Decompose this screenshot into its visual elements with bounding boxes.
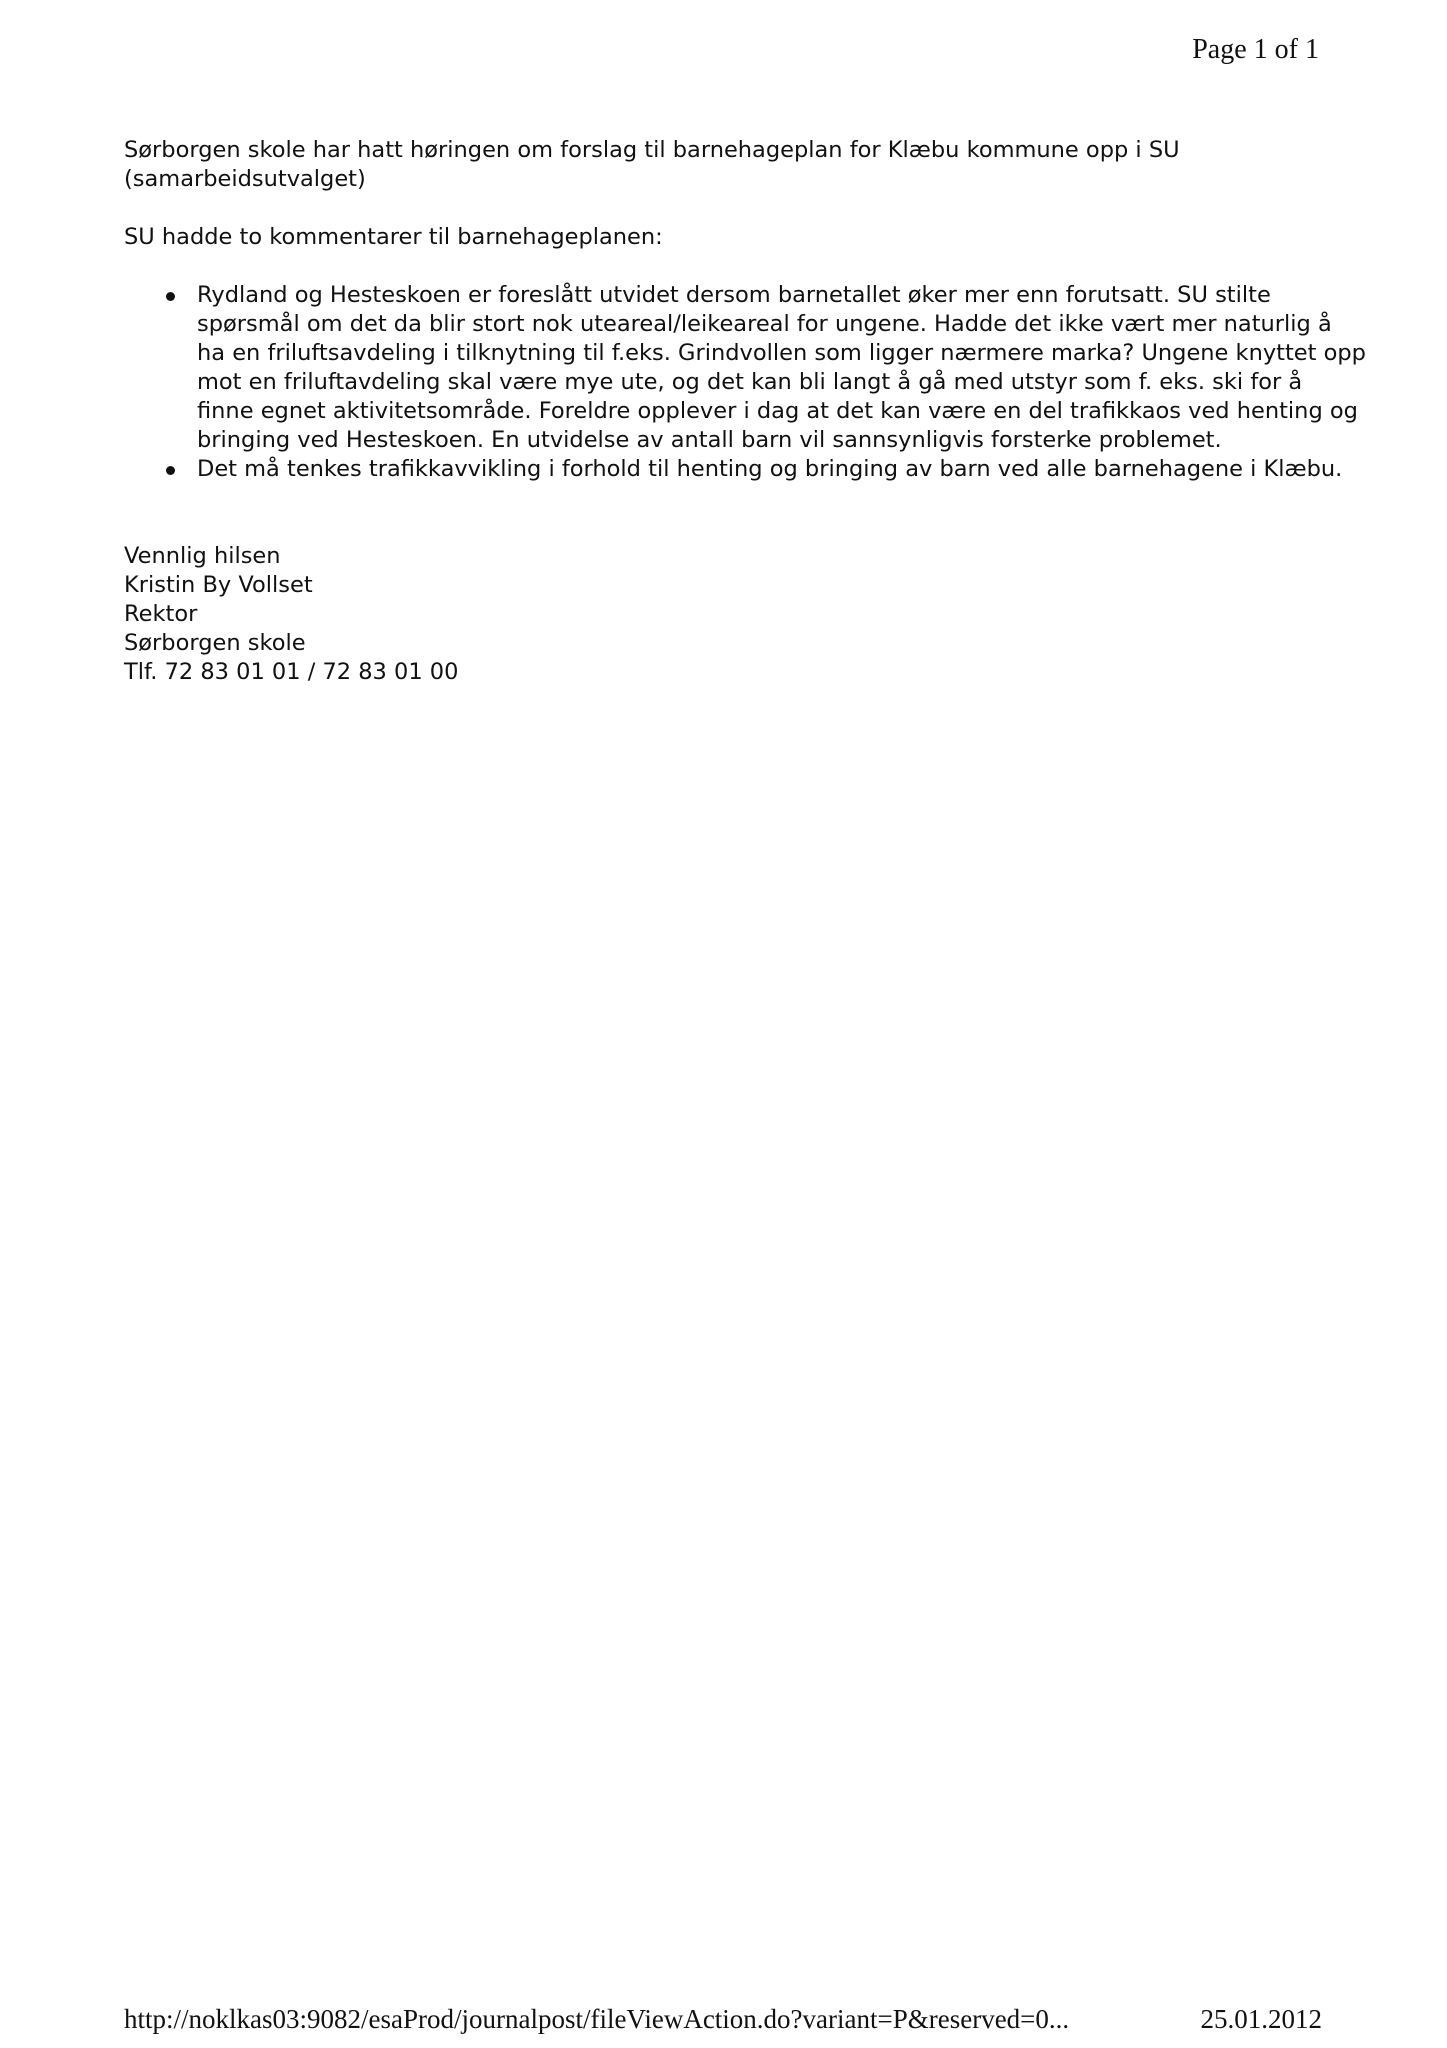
list-item [124,281,1366,455]
footer-url: http://noklkas03:9082/esaProd/journalpost/fileViewAction.do?variant=P&reserved=0... [124,2004,1070,2034]
intro-line: (samarbeidsutvalget) [124,166,366,192]
signature-block [124,542,1324,687]
list-item-line: ha en friluftsavdeling i tilknytning til f.eks. Grindvollen som ligger nærmere marka? Ungene knyttet opp [197,340,1366,366]
list-item [124,455,1343,484]
signature-greeting: Vennlig hilsen [124,543,281,569]
signature-title: Rektor [124,601,198,627]
letter-body [124,136,1366,687]
signature-name: Kristin By Vollset [124,572,313,598]
comment-list [124,281,1366,484]
signature-organization: Sørborgen skole [124,630,306,656]
lead-paragraph: SU hadde to kommentarer til barnehageplanen: [124,224,663,250]
list-item-line: spørsmål om det da blir stort nok uteareal/leikeareal for ungene. Hadde det ikke vært mer naturlig å [197,311,1332,337]
page-number: Page 1 of 1 [1192,34,1319,65]
bullet-icon [166,292,175,301]
list-item-line: Det må tenkes trafikkavvikling i forhold til henting og bringing av barn ved alle barnehagene i Klæbu. [197,456,1343,482]
signature-phone: Tlf. 72 83 01 01 / 72 83 01 00 [124,659,459,685]
page-footer [124,2004,1322,2035]
footer-date: 25.01.2012 [1200,2004,1322,2034]
intro-line: Sørborgen skole har hatt høringen om forslag til barnehageplan for Klæbu kommune opp i SU [124,137,1180,163]
intro-paragraph [124,136,1180,194]
list-item-line: finne egnet aktivitetsområde. Foreldre opplever i dag at det kan være en del trafikkaos ved henting og [197,398,1358,424]
bullet-icon [166,466,175,475]
list-item-line: bringing ved Hesteskoen. En utvidelse av antall barn vil sannsynligvis forsterke problemet. [197,427,1222,453]
list-item-line: Rydland og Hesteskoen er foreslått utvidet dersom barnetallet øker mer enn forutsatt. SU stilte [197,282,1271,308]
list-item-line: mot en friluftavdeling skal være mye ute, og det kan bli langt å gå med utstyr som f. eks. ski for å [197,369,1303,395]
